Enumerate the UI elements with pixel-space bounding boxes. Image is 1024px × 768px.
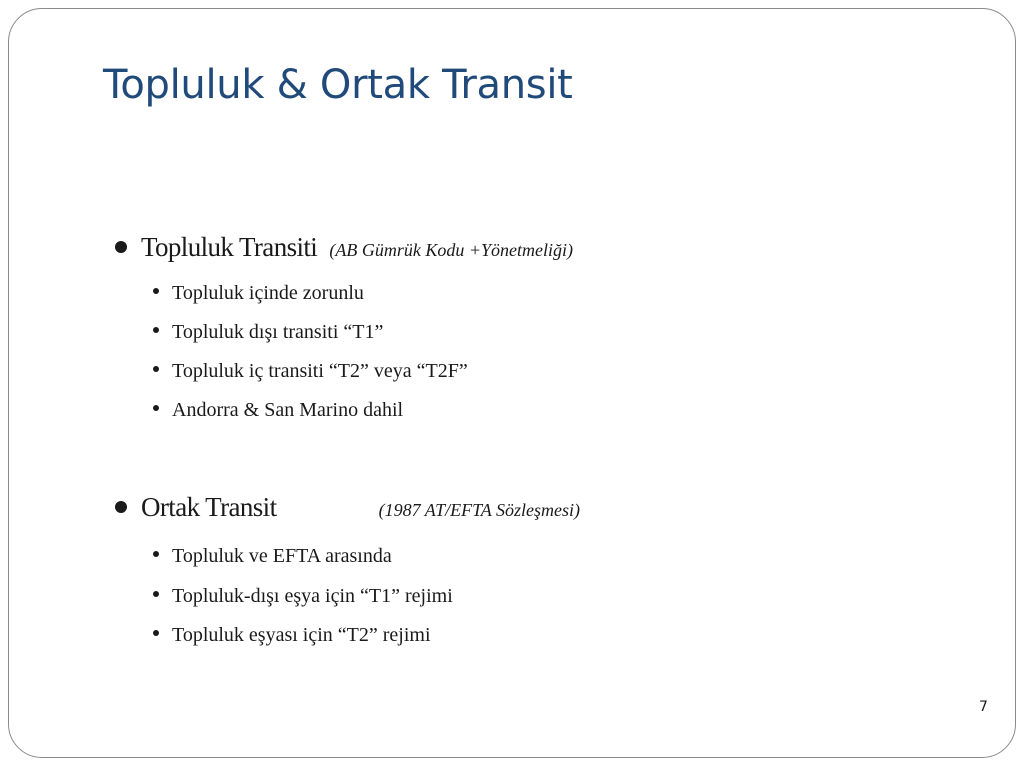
list-item bbox=[153, 624, 431, 647]
section-heading-text: Ortak Transit bbox=[141, 492, 277, 522]
bullet-icon bbox=[115, 501, 127, 513]
slide-title: Topluluk & Ortak Transit bbox=[103, 62, 573, 108]
section-note: (1987 AT/EFTA Sözleşmesi) bbox=[378, 500, 580, 520]
list-item-text: Topluluk ve EFTA arasında bbox=[172, 545, 392, 567]
bullet-icon bbox=[153, 288, 159, 294]
section-heading-ortak-transit bbox=[115, 492, 580, 523]
list-item-text: Topluluk dışı transiti “T1” bbox=[172, 321, 384, 343]
list-item bbox=[153, 545, 392, 568]
list-item bbox=[153, 282, 364, 305]
bullet-icon bbox=[153, 591, 159, 597]
section-heading-topluluk-transiti bbox=[115, 232, 573, 263]
bullet-icon bbox=[153, 551, 159, 557]
list-item-text: Topluluk-dışı eşya için “T1” rejimi bbox=[172, 585, 453, 607]
section-heading-text: Topluluk Transiti bbox=[141, 232, 318, 262]
list-item bbox=[153, 321, 383, 344]
section-note: (AB Gümrük Kodu +Yönetmeliği) bbox=[329, 240, 573, 260]
bullet-icon bbox=[153, 405, 159, 411]
list-item-text: Topluluk eşyası için “T2” rejimi bbox=[172, 624, 431, 646]
list-item bbox=[153, 399, 403, 422]
list-item-text: Andorra & San Marino dahil bbox=[172, 399, 404, 421]
list-item bbox=[153, 360, 468, 383]
bullet-icon bbox=[153, 327, 159, 333]
bullet-icon bbox=[153, 630, 159, 636]
bullet-icon bbox=[115, 241, 127, 253]
list-item-text: Topluluk iç transiti “T2” veya “T2F” bbox=[172, 360, 468, 382]
list-item-text: Topluluk içinde zorunlu bbox=[172, 282, 364, 304]
bullet-icon bbox=[153, 366, 159, 372]
list-item bbox=[153, 585, 453, 608]
page-number: 7 bbox=[979, 699, 988, 715]
